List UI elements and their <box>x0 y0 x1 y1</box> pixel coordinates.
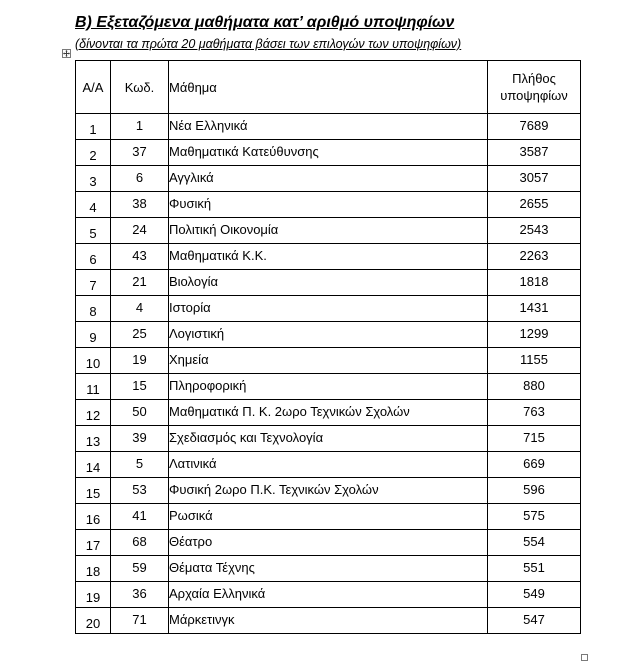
row-subject-cell: Λογιστική <box>169 322 488 348</box>
row-code-cell: 25 <box>111 322 169 348</box>
row-aa-cell: 15 <box>76 478 111 504</box>
row-count-cell: 549 <box>488 582 581 608</box>
row-subject-cell: Βιολογία <box>169 270 488 296</box>
row-subject-cell: Ιστορία <box>169 296 488 322</box>
row-code-cell: 41 <box>111 504 169 530</box>
row-aa-cell: 7 <box>76 270 111 296</box>
table-row <box>76 270 581 296</box>
row-count-cell: 1818 <box>488 270 581 296</box>
document-subtitle: (δίνονται τα πρώτα 20 μαθήματα βάσει των επιλογών των υποψηφίων) <box>75 37 462 51</box>
row-aa-cell: 18 <box>76 556 111 582</box>
subjects-table <box>75 60 581 634</box>
row-count-cell: 7689 <box>488 114 581 140</box>
row-aa-cell: 1 <box>76 114 111 140</box>
row-subject-cell: Μαθηματικά Π. Κ. 2ωρο Τεχνικών Σχολών <box>169 400 488 426</box>
row-aa-cell: 4 <box>76 192 111 218</box>
table-row <box>76 582 581 608</box>
row-code-cell: 37 <box>111 140 169 166</box>
table-resize-handle[interactable] <box>581 654 588 661</box>
row-code-cell: 6 <box>111 166 169 192</box>
table-move-handle-icon[interactable] <box>62 49 71 58</box>
row-code-cell: 39 <box>111 426 169 452</box>
row-subject-cell: Λατινικά <box>169 452 488 478</box>
row-code-cell: 4 <box>111 296 169 322</box>
row-code-cell: 36 <box>111 582 169 608</box>
row-count-cell: 547 <box>488 608 581 634</box>
row-aa-cell: 12 <box>76 400 111 426</box>
row-subject-cell: Πληροφορική <box>169 374 488 400</box>
row-aa-cell: 2 <box>76 140 111 166</box>
table-row <box>76 400 581 426</box>
row-code-cell: 21 <box>111 270 169 296</box>
row-code-cell: 19 <box>111 348 169 374</box>
row-code-cell: 59 <box>111 556 169 582</box>
row-count-cell: 715 <box>488 426 581 452</box>
header-code: Κωδ. <box>111 61 169 114</box>
row-aa-cell: 19 <box>76 582 111 608</box>
row-aa-cell: 16 <box>76 504 111 530</box>
row-subject-cell: Χημεία <box>169 348 488 374</box>
table-row <box>76 504 581 530</box>
header-count-line2: υποψηφίων <box>500 88 568 103</box>
row-count-cell: 2543 <box>488 218 581 244</box>
header-count <box>488 61 581 114</box>
row-aa-cell: 13 <box>76 426 111 452</box>
row-count-cell: 669 <box>488 452 581 478</box>
table-row <box>76 426 581 452</box>
table-row <box>76 348 581 374</box>
header-aa: Α/Α <box>76 61 111 114</box>
row-aa-cell: 6 <box>76 244 111 270</box>
table-row <box>76 478 581 504</box>
row-code-cell: 38 <box>111 192 169 218</box>
row-code-cell: 71 <box>111 608 169 634</box>
row-code-cell: 53 <box>111 478 169 504</box>
document-title: Β) Εξεταζόμενα μαθήματα κατ’ αριθμό υποψηφίων <box>75 14 455 31</box>
row-count-cell: 880 <box>488 374 581 400</box>
table-row <box>76 218 581 244</box>
table-row <box>76 608 581 634</box>
row-subject-cell: Φυσική 2ωρο Π.Κ. Τεχνικών Σχολών <box>169 478 488 504</box>
row-subject-cell: Σχεδιασμός και Τεχνολογία <box>169 426 488 452</box>
row-aa-cell: 8 <box>76 296 111 322</box>
table-row <box>76 166 581 192</box>
row-subject-cell: Πολιτική Οικονομία <box>169 218 488 244</box>
row-count-cell: 1155 <box>488 348 581 374</box>
table-row <box>76 296 581 322</box>
row-code-cell: 68 <box>111 530 169 556</box>
row-code-cell: 5 <box>111 452 169 478</box>
header-count-line1: Πλήθος <box>512 71 556 86</box>
row-count-cell: 1431 <box>488 296 581 322</box>
row-subject-cell: Θέατρο <box>169 530 488 556</box>
row-subject-cell: Μάρκετινγκ <box>169 608 488 634</box>
header-subject: Μάθημα <box>169 61 488 114</box>
row-count-cell: 596 <box>488 478 581 504</box>
row-count-cell: 551 <box>488 556 581 582</box>
row-count-cell: 554 <box>488 530 581 556</box>
table-row <box>76 452 581 478</box>
row-subject-cell: Μαθηματικά Κ.Κ. <box>169 244 488 270</box>
row-count-cell: 1299 <box>488 322 581 348</box>
row-aa-cell: 3 <box>76 166 111 192</box>
table-row <box>76 374 581 400</box>
row-aa-cell: 17 <box>76 530 111 556</box>
row-subject-cell: Αγγλικά <box>169 166 488 192</box>
row-count-cell: 575 <box>488 504 581 530</box>
row-aa-cell: 14 <box>76 452 111 478</box>
table-row <box>76 140 581 166</box>
table-row <box>76 114 581 140</box>
table-row <box>76 322 581 348</box>
row-aa-cell: 20 <box>76 608 111 634</box>
row-code-cell: 24 <box>111 218 169 244</box>
row-aa-cell: 5 <box>76 218 111 244</box>
row-count-cell: 3057 <box>488 166 581 192</box>
row-aa-cell: 9 <box>76 322 111 348</box>
row-subject-cell: Μαθηματικά Κατεύθυνσης <box>169 140 488 166</box>
row-code-cell: 43 <box>111 244 169 270</box>
row-aa-cell: 11 <box>76 374 111 400</box>
row-code-cell: 15 <box>111 374 169 400</box>
table-row <box>76 530 581 556</box>
row-subject-cell: Αρχαία Ελληνικά <box>169 582 488 608</box>
row-code-cell: 50 <box>111 400 169 426</box>
table-header-row <box>76 61 581 114</box>
row-count-cell: 2263 <box>488 244 581 270</box>
row-aa-cell: 10 <box>76 348 111 374</box>
row-count-cell: 763 <box>488 400 581 426</box>
table-row <box>76 244 581 270</box>
table-row <box>76 192 581 218</box>
table-body <box>76 114 581 634</box>
row-count-cell: 3587 <box>488 140 581 166</box>
table-row <box>76 556 581 582</box>
row-subject-cell: Ρωσικά <box>169 504 488 530</box>
row-subject-cell: Θέματα Τέχνης <box>169 556 488 582</box>
row-count-cell: 2655 <box>488 192 581 218</box>
row-subject-cell: Νέα Ελληνικά <box>169 114 488 140</box>
row-code-cell: 1 <box>111 114 169 140</box>
row-subject-cell: Φυσική <box>169 192 488 218</box>
